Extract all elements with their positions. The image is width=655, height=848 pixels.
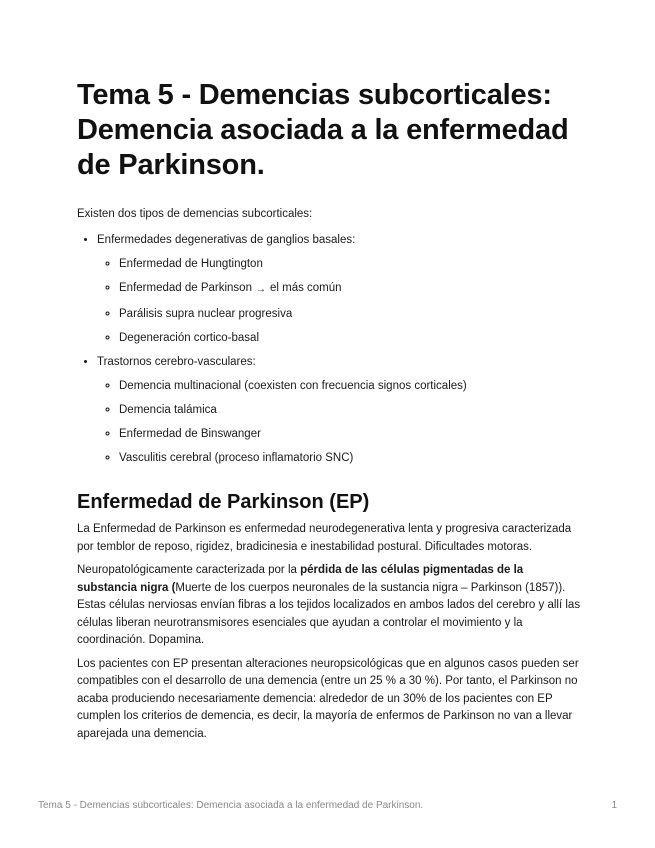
page-number: 1 xyxy=(611,800,617,811)
paragraph-text: Muerte de los cuerpos neuronales de la sustancia nigra – Parkinson (1857)). Estas células nerviosas envían fibras a los tejidos localizados en ambos lados del cerebro y allí las células liberan neurotransmisores esenciales que ayudan a controlar el movimiento y la coordinación. Dopamina. xyxy=(77,581,581,646)
page-footer xyxy=(38,800,617,811)
list-item: ◦ Enfermedad de Hungtington xyxy=(119,255,582,273)
page-title: Tema 5 - Demencias subcorticales: Demencia asociada a la enfermedad de Parkinson. xyxy=(77,79,569,181)
list-item: ◦ Vasculitis cerebral (proceso inflamatorio SNC) xyxy=(119,449,582,467)
list-item: ◦ Enfermedad de Binswanger xyxy=(119,425,582,443)
vascular-sublist xyxy=(97,377,582,467)
list-item: ◦ Degeneración cortico-basal xyxy=(119,329,582,347)
list-item-label: Enfermedades degenerativas de ganglios basales: xyxy=(97,234,356,246)
list-item-degenerative xyxy=(97,231,582,347)
paragraph-emphasis: pérdida de las células pigmentadas de la substancia nigra ( xyxy=(77,564,524,594)
dementia-types-list xyxy=(77,231,582,467)
list-item: ◦ Demencia talámica xyxy=(119,401,582,419)
paragraph-neuropathology xyxy=(77,562,582,650)
document-page xyxy=(77,78,582,743)
list-item-label: Trastornos cerebro-vasculares: xyxy=(97,356,256,368)
list-item-note: el más común xyxy=(269,282,342,294)
paragraph-dementia-prevalence: Los pacientes con EP presentan alteraciones neuropsicológicas que en algunos casos pueden ser compatibles con el desarrollo de una demencia (entre un 25 % a 30 %). Por tanto, el Parkinson no acaba produciendo necesariamente demencia: alrededor de un 30% de los pacientes con EP cumplen los criterios de demencia, es decir, la mayoría de enfermos de Parkinson no van a llevar aparejada una demencia. xyxy=(77,657,579,740)
arrow-right-icon: → xyxy=(255,284,266,295)
list-item-parkinson xyxy=(119,279,582,299)
list-item: ◦ Demencia multinacional (coexisten con frecuencia signos corticales) xyxy=(119,377,582,395)
paragraph-text: Neuropatológicamente caracterizada por la xyxy=(77,564,301,576)
degenerative-sublist xyxy=(97,255,582,347)
list-item-vascular xyxy=(97,353,582,467)
list-item: ◦ Parálisis supra nuclear progresiva xyxy=(119,305,582,323)
list-item-label: Enfermedad de Parkinson xyxy=(119,282,252,294)
footer-title: Tema 5 - Demencias subcorticales: Demencia asociada a la enfermedad de Parkinson. xyxy=(38,800,424,811)
paragraph-definition: La Enfermedad de Parkinson es enfermedad neurodegenerativa lenta y progresiva caracterizada por temblor de reposo, rigidez, bradicinesia e inestabilidad postural. Dificultades motoras. xyxy=(77,523,572,553)
section-title: Enfermedad de Parkinson (EP) xyxy=(77,491,370,513)
intro-text: Existen dos tipos de demencias subcorticales: xyxy=(77,208,313,220)
